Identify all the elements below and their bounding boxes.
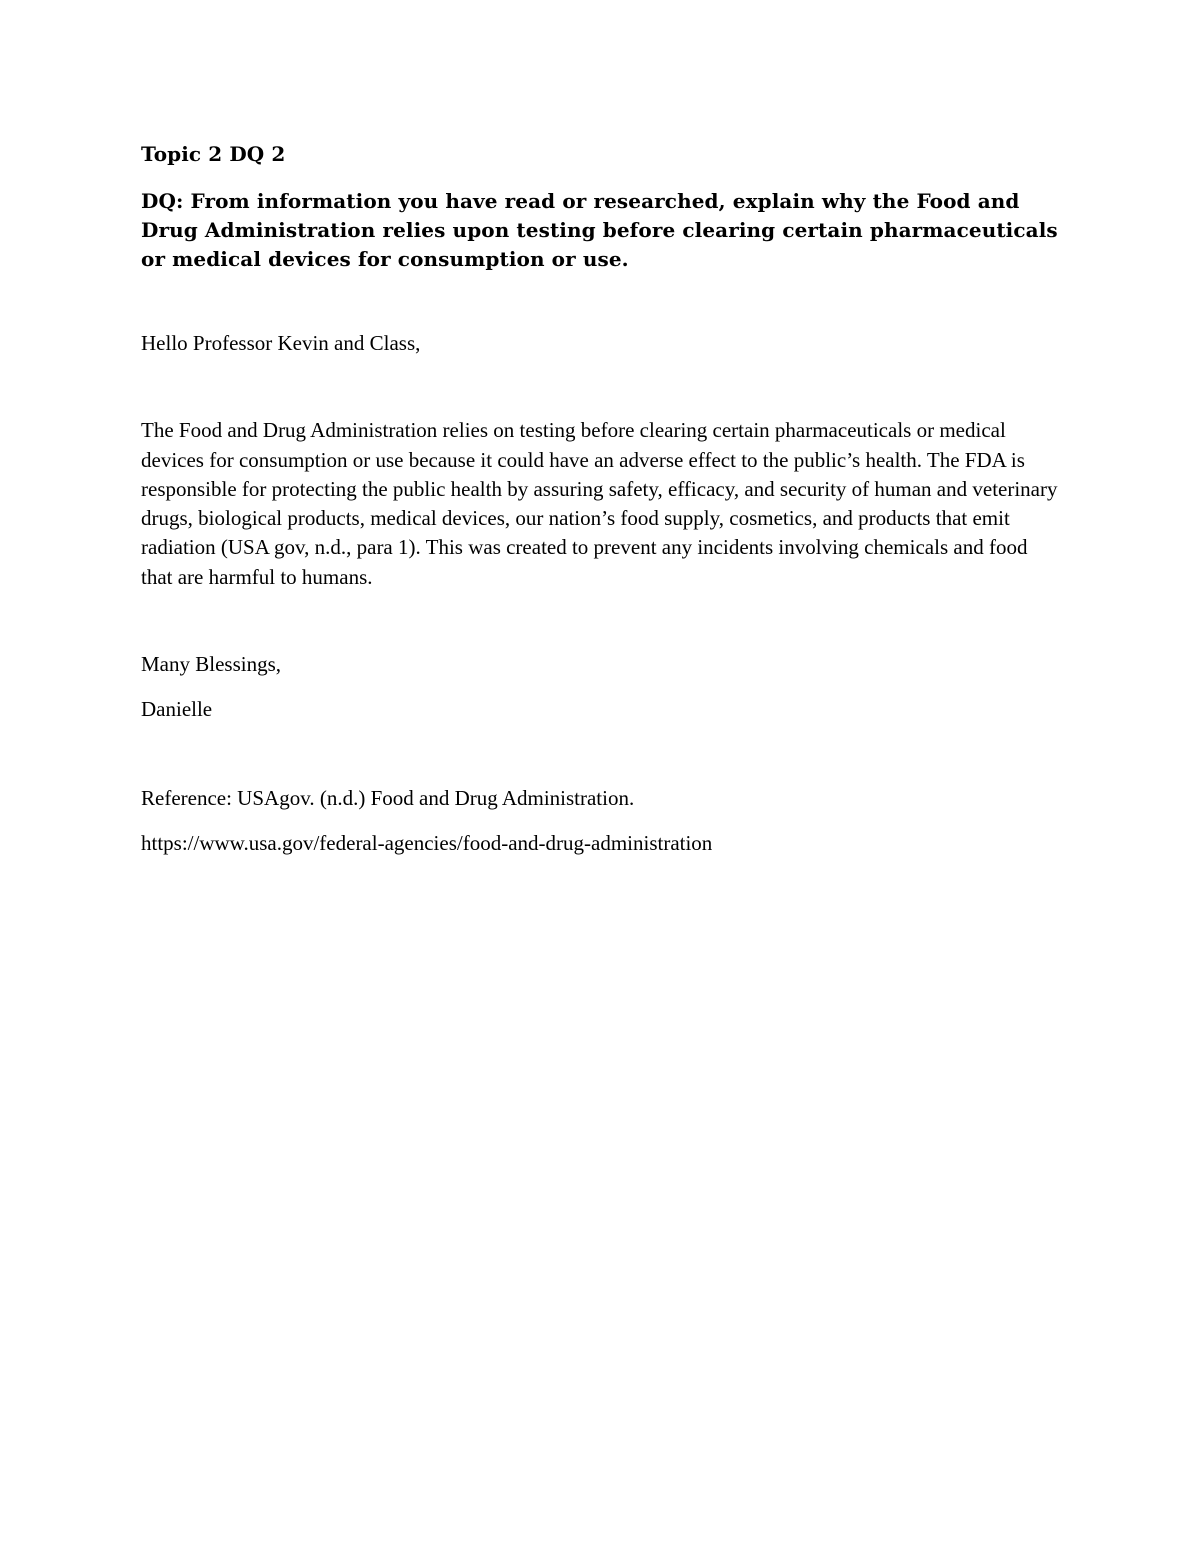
greeting: Hello Professor Kevin and Class, (141, 331, 421, 355)
response-paragraph: The Food and Drug Administration relies on testing before clearing certain pharmaceuticals or medical devices for consumption or use because it could have an adverse effect to the public’s health. The FDA is responsible for protecting the public health by assuring safety, efficacy, and security of human and veterinary drugs, biological products, medical devices, our nation’s food supply, cosmetics, and products that emit radiation (USA gov, n.d., para 1). This was created to prevent any incidents involving chemicals and food that are harmful to humans. (141, 418, 1058, 589)
document-content (141, 140, 1061, 858)
discussion-question: DQ: From information you have read or researched, explain why the Food and Drug Administration relies upon testing before clearing certain pharmaceuticals or medical devices for consumption or use. (141, 189, 1058, 271)
reference-citation: Reference: USAgov. (n.d.) Food and Drug Administration. (141, 785, 635, 810)
signature: Danielle (141, 697, 213, 722)
reference-url: https://www.usa.gov/federal-agencies/food-and-drug-administration (141, 830, 713, 855)
document-title: Topic 2 DQ 2 (141, 142, 286, 166)
closing: Many Blessings, (141, 652, 282, 677)
